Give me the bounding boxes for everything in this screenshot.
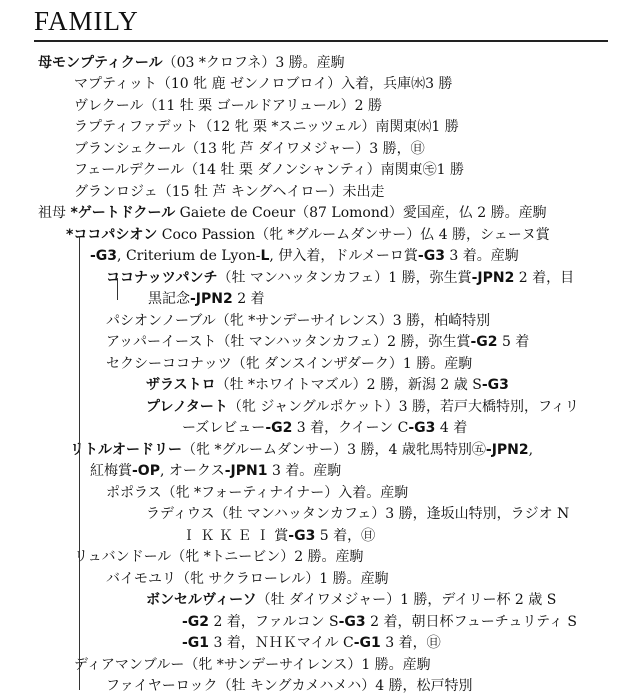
horse-name: *ゲートドクール — [70, 205, 176, 221]
line-text: ラディウス（牡 マンハッタンカフェ）3 勝，逢坂山特別，ラジオ N — [146, 506, 570, 522]
descendant-line — [106, 310, 490, 332]
line-text: 5 着 — [497, 334, 530, 350]
descendant-line — [146, 589, 556, 611]
grade-label: L — [260, 248, 270, 264]
grandam-line — [38, 202, 547, 224]
section-title: FAMILY — [34, 6, 139, 36]
line-text: , 伊入着，ドルメーロ賞 — [269, 248, 418, 264]
horse-name: プレノタート — [146, 399, 228, 415]
descendant-line — [106, 331, 529, 353]
grade-label: -G1 — [353, 635, 381, 651]
line-text: セクシーココナッツ（牝 ダンスインザダーク）1 勝。産駒 — [106, 356, 473, 372]
line-text: 3 着。産駒 — [444, 248, 519, 264]
line-text: 紅梅賞 — [90, 463, 132, 479]
grade-label: -G3 — [417, 248, 445, 264]
line-text: 5 着，㊐ — [315, 528, 376, 544]
grade-label: -G3 — [288, 528, 316, 544]
line-text: ラプティファデット（12 牝 栗 *スニッツェル）南関東㈬1 勝 — [74, 119, 459, 135]
tree-connector — [79, 236, 80, 690]
descendant-line — [106, 267, 574, 289]
horse-name: ザラストロ — [146, 377, 216, 393]
grade-label: -OP — [132, 463, 160, 479]
line-text: 3 着，㊐ — [380, 635, 441, 651]
horse-name: 母モンプティクール — [38, 55, 163, 71]
offspring-line — [74, 73, 452, 95]
descendant-line — [106, 675, 473, 697]
line-text: , Criterium de Lyon- — [117, 248, 261, 264]
line-text: マプティット（10 牝 鹿 ゼンノロブロイ）入着，兵庫㈬3 勝 — [74, 76, 453, 92]
line-text: （牡 *ホワイトマズル）2 勝，新潟 2 歳 S — [215, 377, 482, 393]
line-text: ーズレビュー — [182, 420, 266, 436]
descendant-line — [106, 353, 472, 375]
horse-name: リトルオードリー — [70, 442, 182, 458]
line-text: 3 着。産駒 — [267, 463, 342, 479]
line-text: グランロジェ（15 牡 芦 キングヘイロー）未出走 — [74, 184, 385, 200]
line-text: 2 着，ファルコン S — [209, 614, 339, 630]
grade-label: -G3 — [90, 248, 118, 264]
descendant-line — [146, 374, 509, 396]
dam-line — [38, 52, 345, 74]
line-text: 3 着，クイーン C — [292, 420, 409, 436]
grade-label: -G3 — [481, 377, 509, 393]
descendant-cont — [182, 525, 375, 547]
horse-name: ココナッツパンチ — [106, 270, 218, 286]
descendant-cont — [90, 460, 341, 482]
grade-label: -JPN1 — [224, 463, 268, 479]
descendant-cont — [182, 417, 467, 439]
grade-label: -G2 — [182, 614, 210, 630]
line-text: 2 着，朝日杯フューチュリティ S — [365, 614, 577, 630]
descendant-line — [106, 482, 408, 504]
descendant-line — [106, 568, 389, 590]
offspring-line — [74, 159, 464, 181]
descendant-line — [66, 224, 550, 246]
line-text: （牝 ジャングルポケット）3 勝，若戸大橋特別，フィリ — [227, 399, 579, 415]
line-text: バイモユリ（牝 サクラローレル）1 勝。産駒 — [106, 571, 389, 587]
grade-label: -G2 — [265, 420, 293, 436]
horse-name: *ココパシオン — [66, 227, 158, 243]
line-text: Gaiete de Coeur（87 Lomond）愛国産，仏 2 勝。産駒 — [175, 205, 547, 221]
line-text: パシオンノーブル（牝 *サンデーサイレンス）3 勝，柏崎特別 — [106, 313, 491, 329]
line-text: 2 着，目 — [514, 270, 575, 286]
descendant-cont — [182, 632, 441, 654]
descendant-cont — [148, 288, 265, 310]
descendant-cont — [182, 611, 577, 633]
line-text: フェールデクール（14 牡 栗 ダノンシャンティ）南関東㋲1 勝 — [74, 162, 464, 178]
line-text: ディアマンブルー（牝 *サンデーサイレンス）1 勝。産駒 — [74, 657, 431, 673]
line-text: 3 着，ＮＨＫマイル C — [209, 635, 354, 651]
line-text: Ｉ Ｋ Ｋ Ｅ Ｉ 賞 — [182, 528, 289, 544]
line-text: 4 着 — [435, 420, 468, 436]
offspring-line — [74, 181, 384, 203]
grade-label: -JPN2 — [471, 270, 515, 286]
line-text: 祖母 — [38, 205, 71, 221]
descendant-line — [146, 396, 579, 418]
grade-label: -G2 — [470, 334, 498, 350]
offspring-line — [74, 116, 459, 138]
grade-label: -G3 — [338, 614, 366, 630]
line-text: ファイヤーロック（牡 キングカメハメハ）4 勝，松戸特別 — [106, 678, 473, 694]
descendant-line — [74, 546, 364, 568]
line-text: 黒記念 — [148, 291, 190, 307]
family-header — [34, 6, 608, 42]
grade-label: -JPN2 — [190, 291, 233, 307]
line-text: Coco Passion（牝 *グルームダンサー）仏 4 勝，シェーヌ賞 — [157, 227, 550, 243]
horse-name: ボンセルヴィーソ — [146, 592, 257, 608]
line-text: ヴレクール（11 牡 栗 ゴールドアリュール）2 勝 — [74, 98, 383, 114]
grade-label: -G3 — [408, 420, 436, 436]
descendant-line — [74, 654, 431, 676]
line-text: ブランシェクール（13 牝 芦 ダイワメジャー）3 勝，㊐ — [74, 141, 425, 157]
descendant-line — [146, 503, 569, 525]
offspring-line — [74, 95, 382, 117]
line-text: リュバンドール（牝 *トニービン）2 勝。産駒 — [74, 549, 364, 565]
line-text: （牡 ダイワメジャー）1 勝，デイリー杯 2 歳 S — [256, 592, 557, 608]
grade-label: -G1 — [182, 635, 210, 651]
line-text: , — [528, 442, 534, 458]
line-text: アッパーイースト（牡 マンハッタンカフェ）2 勝，弥生賞 — [106, 334, 471, 350]
descendant-cont — [90, 245, 519, 267]
tree-connector — [117, 278, 118, 300]
descendant-line — [70, 439, 533, 461]
line-text: （牡 マンハッタンカフェ）1 勝，弥生賞 — [217, 270, 472, 286]
grade-label: -JPN2 — [485, 442, 529, 458]
line-text: （03 *クロフネ）3 勝。産駒 — [162, 55, 345, 71]
line-text: 2 着 — [232, 291, 265, 307]
line-text: , オークス — [159, 463, 225, 479]
offspring-line — [74, 138, 425, 160]
line-text: （牝 *グルームダンサー）3 勝，4 歳牝馬特別㊄ — [182, 442, 486, 458]
line-text: ポポラス（牝 *フォーティナイナー）入着。産駒 — [106, 485, 409, 501]
